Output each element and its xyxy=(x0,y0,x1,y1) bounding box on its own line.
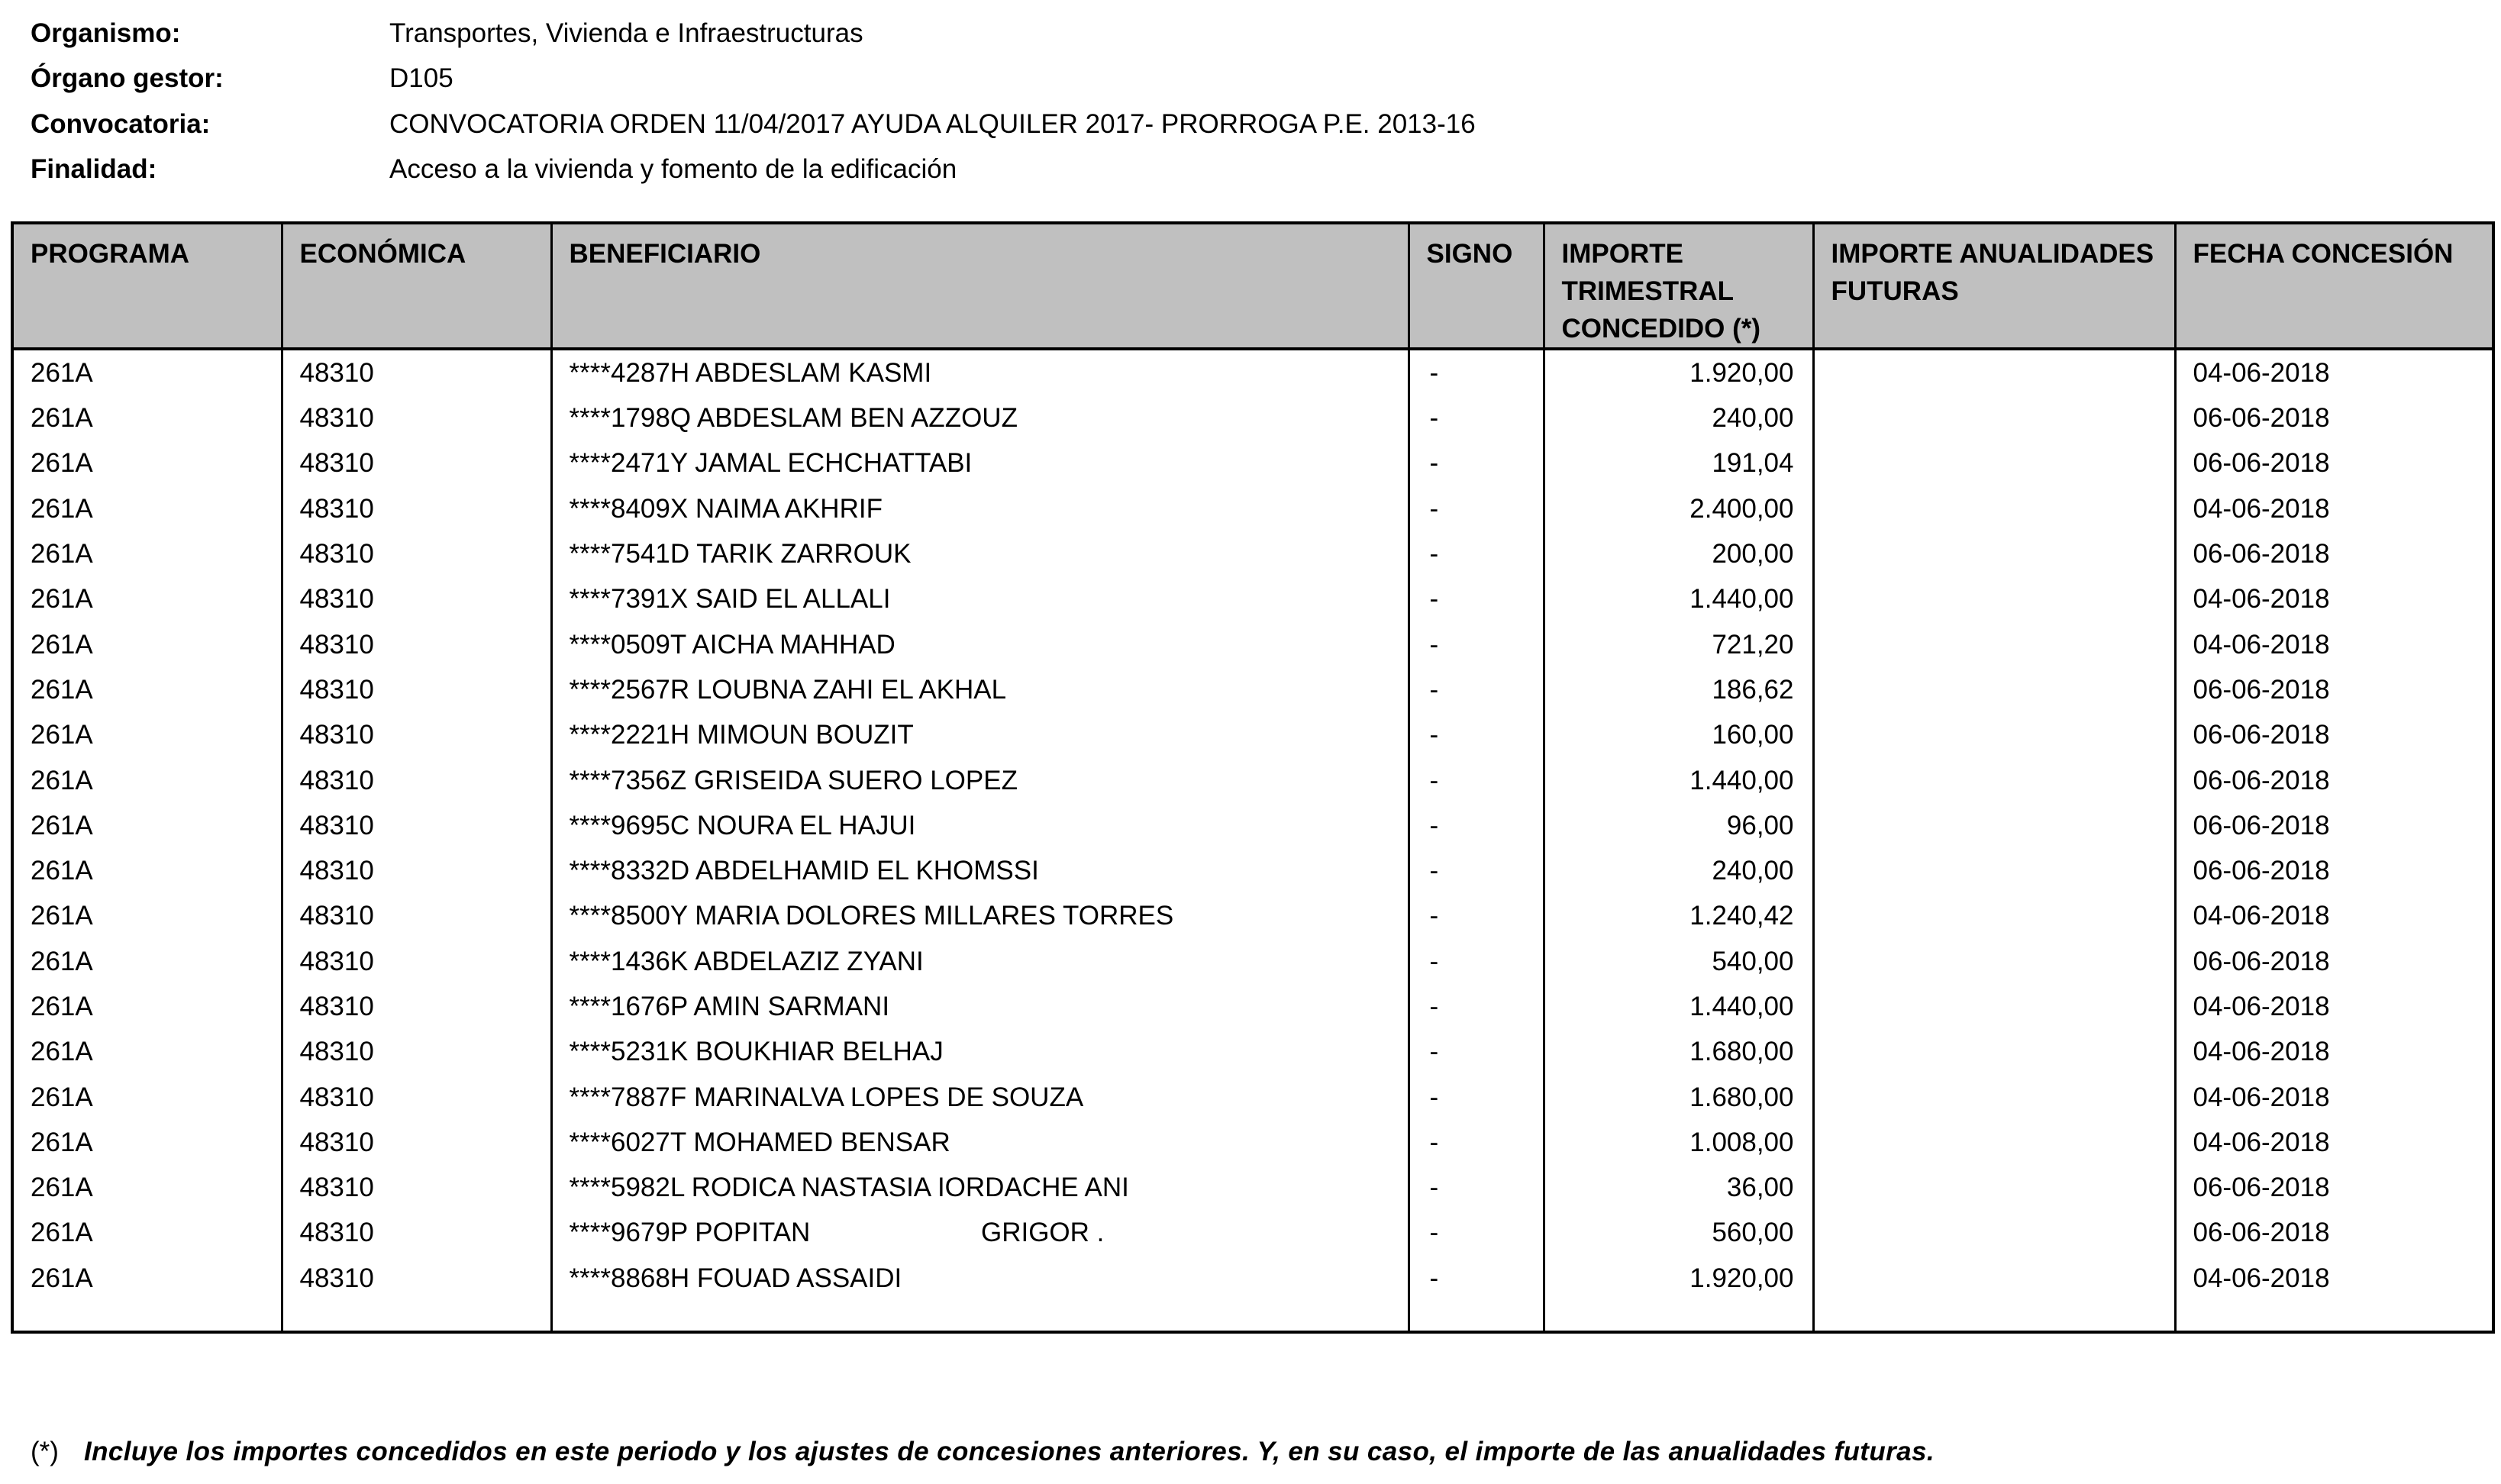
cell-programa: 261A xyxy=(12,486,282,531)
table-row xyxy=(12,893,2493,938)
table-row xyxy=(12,984,2493,1029)
cell-beneficiario: ****9695C NOURA EL HAJUI xyxy=(551,803,1409,848)
cell-beneficiario: ****8868H FOUAD ASSAIDI xyxy=(551,1256,1409,1301)
cell-economica: 48310 xyxy=(282,1210,551,1255)
cell-signo: - xyxy=(1409,1165,1544,1210)
cell-beneficiario: ****6027T MOHAMED BENSAR xyxy=(551,1120,1409,1165)
cell-fecha-concesion: 04-06-2018 xyxy=(2175,576,2493,621)
cell-beneficiario: ****7391X SAID EL ALLALI xyxy=(551,576,1409,621)
cell-importe-trimestral: 1.008,00 xyxy=(1544,1120,1813,1165)
cell-importe-trimestral: 96,00 xyxy=(1544,803,1813,848)
cell-fecha-concesion: 04-06-2018 xyxy=(2175,1256,2493,1301)
convocatoria-value: CONVOCATORIA ORDEN 11/04/2017 AYUDA ALQUILER 2017- PRORROGA P.E. 2013-16 xyxy=(389,108,1476,139)
cell-importe-trimestral: 1.440,00 xyxy=(1544,757,1813,802)
cell-importe-anualidades xyxy=(1813,1029,2175,1074)
table-row xyxy=(12,1029,2493,1074)
cell-fecha-concesion: 06-06-2018 xyxy=(2175,1210,2493,1255)
table-row xyxy=(12,395,2493,440)
cell-economica: 48310 xyxy=(282,576,551,621)
cell-importe-anualidades xyxy=(1813,440,2175,486)
cell-importe-trimestral: 721,20 xyxy=(1544,621,1813,666)
cell-importe-anualidades xyxy=(1813,395,2175,440)
table-filler-row xyxy=(12,1301,2493,1332)
cell-signo: - xyxy=(1409,395,1544,440)
cell-economica: 48310 xyxy=(282,349,551,395)
header-row-convocatoria xyxy=(31,102,1863,147)
cell-programa: 261A xyxy=(12,939,282,984)
cell-programa: 261A xyxy=(12,349,282,395)
cell-importe-trimestral: 186,62 xyxy=(1544,667,1813,712)
cell-importe-trimestral: 2.400,00 xyxy=(1544,486,1813,531)
cell-signo: - xyxy=(1409,848,1544,893)
cell-beneficiario: ****2567R LOUBNA ZAHI EL AKHAL xyxy=(551,667,1409,712)
cell-programa: 261A xyxy=(12,803,282,848)
cell-beneficiario: ****2221H MIMOUN BOUZIT xyxy=(551,712,1409,757)
convocatoria-label: Convocatoria: xyxy=(31,108,211,139)
cell-importe-trimestral: 191,04 xyxy=(1544,440,1813,486)
cell-signo: - xyxy=(1409,440,1544,486)
cell-economica: 48310 xyxy=(282,486,551,531)
table-row xyxy=(12,803,2493,848)
cell-signo: - xyxy=(1409,1029,1544,1074)
cell-signo: - xyxy=(1409,531,1544,576)
cell-programa: 261A xyxy=(12,1120,282,1165)
cell-fecha-concesion: 04-06-2018 xyxy=(2175,984,2493,1029)
cell-programa: 261A xyxy=(12,621,282,666)
organo-gestor-label: Órgano gestor: xyxy=(31,63,224,94)
cell-economica: 48310 xyxy=(282,1029,551,1074)
cell-fecha-concesion: 06-06-2018 xyxy=(2175,531,2493,576)
cell-beneficiario: ****7541D TARIK ZARROUK xyxy=(551,531,1409,576)
cell-importe-trimestral: 1.240,42 xyxy=(1544,893,1813,938)
cell-fecha-concesion: 04-06-2018 xyxy=(2175,349,2493,395)
organismo-value: Transportes, Vivienda e Infraestructuras xyxy=(389,18,863,48)
cell-importe-anualidades xyxy=(1813,803,2175,848)
cell-signo: - xyxy=(1409,1210,1544,1255)
table-row xyxy=(12,667,2493,712)
cell-importe-anualidades xyxy=(1813,939,2175,984)
cell-economica: 48310 xyxy=(282,621,551,666)
cell-programa: 261A xyxy=(12,984,282,1029)
finalidad-label: Finalidad: xyxy=(31,154,157,185)
cell-fecha-concesion: 06-06-2018 xyxy=(2175,440,2493,486)
header-row-finalidad xyxy=(31,147,1863,193)
table-row xyxy=(12,349,2493,395)
cell-programa: 261A xyxy=(12,531,282,576)
cell-beneficiario: ****8500Y MARIA DOLORES MILLARES TORRES xyxy=(551,893,1409,938)
cell-importe-anualidades xyxy=(1813,1074,2175,1119)
table-row xyxy=(12,576,2493,621)
cell-signo: - xyxy=(1409,712,1544,757)
cell-programa: 261A xyxy=(12,757,282,802)
cell-importe-anualidades xyxy=(1813,757,2175,802)
cell-importe-anualidades xyxy=(1813,984,2175,1029)
organismo-label: Organismo: xyxy=(31,18,181,48)
finalidad-value: Acceso a la vivienda y fomento de la edificación xyxy=(389,154,957,185)
cell-fecha-concesion: 04-06-2018 xyxy=(2175,1120,2493,1165)
grants-table xyxy=(11,221,2495,1334)
cell-importe-trimestral: 200,00 xyxy=(1544,531,1813,576)
cell-importe-anualidades xyxy=(1813,1256,2175,1301)
cell-importe-anualidades xyxy=(1813,621,2175,666)
cell-beneficiario: ****4287H ABDESLAM KASMI xyxy=(551,349,1409,395)
cell-importe-trimestral: 1.440,00 xyxy=(1544,984,1813,1029)
col-header-importe-trimestral: IMPORTE TRIMESTRAL CONCEDIDO (*) xyxy=(1544,223,1813,349)
cell-importe-anualidades xyxy=(1813,1120,2175,1165)
cell-beneficiario: ****1798Q ABDESLAM BEN AZZOUZ xyxy=(551,395,1409,440)
cell-importe-trimestral: 240,00 xyxy=(1544,395,1813,440)
cell-beneficiario: ****1676P AMIN SARMANI xyxy=(551,984,1409,1029)
footnote xyxy=(31,1437,1935,1467)
cell-fecha-concesion: 04-06-2018 xyxy=(2175,486,2493,531)
cell-beneficiario: ****2471Y JAMAL ECHCHATTABI xyxy=(551,440,1409,486)
cell-economica: 48310 xyxy=(282,803,551,848)
cell-programa: 261A xyxy=(12,712,282,757)
cell-importe-trimestral: 36,00 xyxy=(1544,1165,1813,1210)
cell-economica: 48310 xyxy=(282,531,551,576)
footnote-mark: (*) xyxy=(31,1437,59,1466)
cell-economica: 48310 xyxy=(282,1120,551,1165)
cell-programa: 261A xyxy=(12,848,282,893)
cell-signo: - xyxy=(1409,667,1544,712)
cell-signo: - xyxy=(1409,893,1544,938)
cell-signo: - xyxy=(1409,984,1544,1029)
cell-programa: 261A xyxy=(12,576,282,621)
cell-programa: 261A xyxy=(12,667,282,712)
cell-economica: 48310 xyxy=(282,893,551,938)
cell-beneficiario: ****5231K BOUKHIAR BELHAJ xyxy=(551,1029,1409,1074)
cell-importe-trimestral: 540,00 xyxy=(1544,939,1813,984)
col-header-programa: PROGRAMA xyxy=(12,223,282,349)
organo-gestor-value: D105 xyxy=(389,63,453,94)
cell-signo: - xyxy=(1409,939,1544,984)
cell-importe-trimestral: 1.680,00 xyxy=(1544,1029,1813,1074)
cell-economica: 48310 xyxy=(282,1074,551,1119)
cell-signo: - xyxy=(1409,349,1544,395)
cell-fecha-concesion: 04-06-2018 xyxy=(2175,1074,2493,1119)
cell-economica: 48310 xyxy=(282,440,551,486)
cell-signo: - xyxy=(1409,1074,1544,1119)
cell-importe-anualidades xyxy=(1813,486,2175,531)
cell-importe-trimestral: 1.920,00 xyxy=(1544,349,1813,395)
cell-economica: 48310 xyxy=(282,395,551,440)
cell-fecha-concesion: 06-06-2018 xyxy=(2175,395,2493,440)
cell-beneficiario: ****1436K ABDELAZIZ ZYANI xyxy=(551,939,1409,984)
table-row xyxy=(12,1256,2493,1301)
cell-importe-anualidades xyxy=(1813,349,2175,395)
cell-beneficiario: ****5982L RODICA NASTASIA IORDACHE ANI xyxy=(551,1165,1409,1210)
cell-fecha-concesion: 06-06-2018 xyxy=(2175,667,2493,712)
table-body xyxy=(12,349,2493,1332)
cell-programa: 261A xyxy=(12,1074,282,1119)
table-row xyxy=(12,531,2493,576)
cell-signo: - xyxy=(1409,1120,1544,1165)
cell-programa: 261A xyxy=(12,1210,282,1255)
cell-beneficiario: ****0509T AICHA MAHHAD xyxy=(551,621,1409,666)
table-row xyxy=(12,848,2493,893)
table-row xyxy=(12,1120,2493,1165)
cell-economica: 48310 xyxy=(282,712,551,757)
col-header-importe-anualidades: IMPORTE ANUALIDADES FUTURAS xyxy=(1813,223,2175,349)
table-row xyxy=(12,1165,2493,1210)
col-header-economica: ECONÓMICA xyxy=(282,223,551,349)
col-header-beneficiario: BENEFICIARIO xyxy=(551,223,1409,349)
table-row xyxy=(12,440,2493,486)
col-header-fecha-concesion: FECHA CONCESIÓN xyxy=(2175,223,2493,349)
cell-programa: 261A xyxy=(12,440,282,486)
cell-importe-anualidades xyxy=(1813,576,2175,621)
cell-fecha-concesion: 06-06-2018 xyxy=(2175,712,2493,757)
cell-economica: 48310 xyxy=(282,1165,551,1210)
table-row xyxy=(12,1210,2493,1255)
cell-importe-anualidades xyxy=(1813,531,2175,576)
cell-economica: 48310 xyxy=(282,757,551,802)
cell-economica: 48310 xyxy=(282,667,551,712)
cell-importe-trimestral: 1.920,00 xyxy=(1544,1256,1813,1301)
document-header xyxy=(31,11,1863,192)
cell-economica: 48310 xyxy=(282,984,551,1029)
cell-beneficiario: ****8409X NAIMA AKHRIF xyxy=(551,486,1409,531)
cell-signo: - xyxy=(1409,757,1544,802)
cell-importe-trimestral: 1.680,00 xyxy=(1544,1074,1813,1119)
cell-fecha-concesion: 06-06-2018 xyxy=(2175,803,2493,848)
cell-programa: 261A xyxy=(12,893,282,938)
cell-fecha-concesion: 04-06-2018 xyxy=(2175,621,2493,666)
cell-importe-trimestral: 160,00 xyxy=(1544,712,1813,757)
header-row-organo-gestor xyxy=(31,56,1863,102)
table-row xyxy=(12,486,2493,531)
cell-signo: - xyxy=(1409,1256,1544,1301)
cell-importe-trimestral: 560,00 xyxy=(1544,1210,1813,1255)
table-row xyxy=(12,1074,2493,1119)
cell-importe-anualidades xyxy=(1813,893,2175,938)
cell-beneficiario: ****7887F MARINALVA LOPES DE SOUZA xyxy=(551,1074,1409,1119)
cell-importe-trimestral: 240,00 xyxy=(1544,848,1813,893)
cell-importe-trimestral: 1.440,00 xyxy=(1544,576,1813,621)
cell-importe-anualidades xyxy=(1813,848,2175,893)
header-row xyxy=(12,223,2493,349)
col-header-signo: SIGNO xyxy=(1409,223,1544,349)
cell-programa: 261A xyxy=(12,1165,282,1210)
cell-fecha-concesion: 06-06-2018 xyxy=(2175,757,2493,802)
cell-signo: - xyxy=(1409,576,1544,621)
cell-fecha-concesion: 06-06-2018 xyxy=(2175,1165,2493,1210)
cell-economica: 48310 xyxy=(282,1256,551,1301)
cell-fecha-concesion: 04-06-2018 xyxy=(2175,1029,2493,1074)
cell-importe-anualidades xyxy=(1813,712,2175,757)
cell-beneficiario: ****8332D ABDELHAMID EL KHOMSSI xyxy=(551,848,1409,893)
table-row xyxy=(12,939,2493,984)
cell-economica: 48310 xyxy=(282,939,551,984)
cell-programa: 261A xyxy=(12,1029,282,1074)
cell-beneficiario: ****9679P POPITAN GRIGOR . xyxy=(551,1210,1409,1255)
cell-signo: - xyxy=(1409,803,1544,848)
cell-economica: 48310 xyxy=(282,848,551,893)
header-row-organismo xyxy=(31,11,1863,56)
table-row xyxy=(12,621,2493,666)
cell-fecha-concesion: 04-06-2018 xyxy=(2175,893,2493,938)
cell-programa: 261A xyxy=(12,1256,282,1301)
cell-signo: - xyxy=(1409,486,1544,531)
cell-fecha-concesion: 06-06-2018 xyxy=(2175,848,2493,893)
footnote-text: Incluye los importes concedidos en este periodo y los ajustes de concesiones anteriores. Y, en su caso, el importe de las anualidades futuras. xyxy=(84,1437,1935,1466)
table-header xyxy=(12,223,2493,349)
cell-importe-anualidades xyxy=(1813,667,2175,712)
cell-signo: - xyxy=(1409,621,1544,666)
cell-importe-anualidades xyxy=(1813,1210,2175,1255)
cell-importe-anualidades xyxy=(1813,1165,2175,1210)
cell-fecha-concesion: 06-06-2018 xyxy=(2175,939,2493,984)
cell-beneficiario: ****7356Z GRISEIDA SUERO LOPEZ xyxy=(551,757,1409,802)
table-row xyxy=(12,757,2493,802)
cell-programa: 261A xyxy=(12,395,282,440)
table-row xyxy=(12,712,2493,757)
